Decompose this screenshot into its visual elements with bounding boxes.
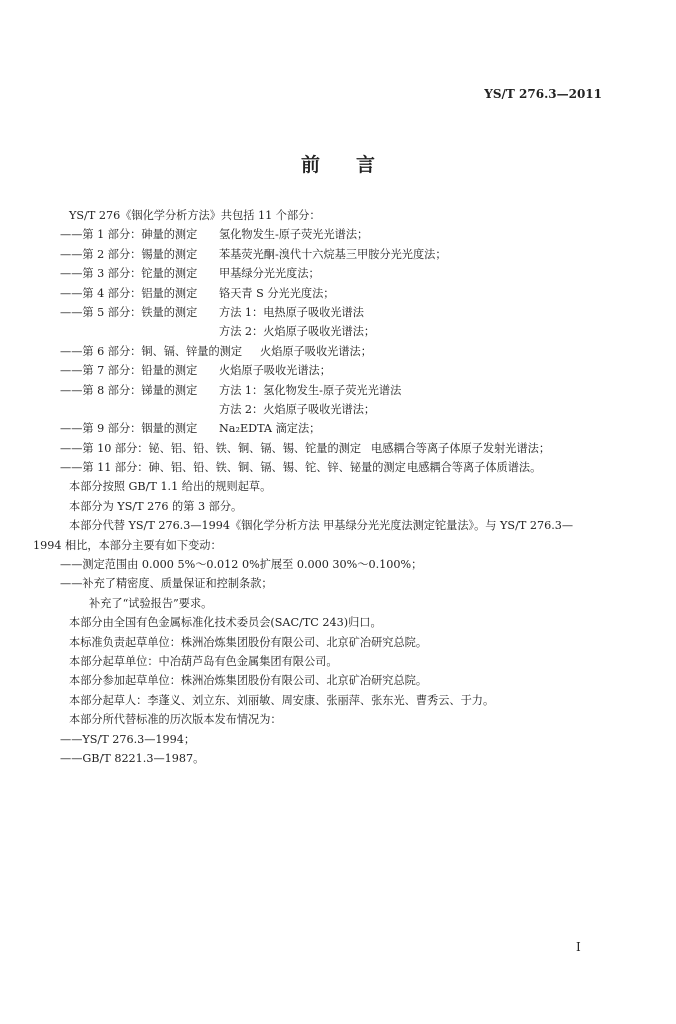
line-text: YS/T 276《铟化学分析方法》共包括 11 个部分： xyxy=(69,209,321,222)
line-method: 方法 1：氢化物发生-原子荧光光谱法 xyxy=(219,383,402,397)
line-method: 氢化物发生-原子荧光光谱法； xyxy=(219,228,369,242)
line-text: 本部分参加起草单位：株洲冶炼集团股份有限公司、北京矿冶研究总院。 xyxy=(69,674,428,688)
text-line xyxy=(33,361,623,380)
line-text: ——补充了精密度、质量保证和控制条款； xyxy=(60,577,273,591)
line-method: 方法 2：火焰原子吸收光谱法； xyxy=(219,325,376,339)
text-line xyxy=(33,652,623,671)
line-text: ——第 7 部分：铅量的测定 xyxy=(60,364,198,378)
text-line xyxy=(33,613,623,632)
text-line xyxy=(33,710,623,729)
text-line xyxy=(33,284,623,303)
foreword-body xyxy=(33,206,623,768)
line-text: 本标准负责起草单位：株洲冶炼集团股份有限公司、北京矿冶研究总院。 xyxy=(69,635,428,649)
text-line xyxy=(33,322,623,341)
text-line xyxy=(33,381,623,400)
text-line xyxy=(33,516,623,535)
line-text: 本部分由全国有色金属标准化技术委员会(SAC/TC 243)归口。 xyxy=(69,616,382,630)
line-text: ——第 8 部分：锑量的测定 xyxy=(60,383,198,397)
line-text: ——测定范围由 0.000 5%～0.012 0%扩展至 0.000 30%～0.100%； xyxy=(60,558,423,572)
line-text: ——YS/T 276.3—1994； xyxy=(60,732,196,746)
text-line xyxy=(33,342,623,361)
line-method: Na₂EDTA 滴定法； xyxy=(219,422,321,436)
line-method: 火焰原子吸收光谱法； xyxy=(219,364,331,378)
text-line xyxy=(33,536,623,555)
line-text: 本部分起草人：李蓬义、刘立东、刘丽敏、周安康、张丽萍、张东光、曹秀云、于力。 xyxy=(69,693,495,707)
line-text: ——第 4 部分：铝量的测定 xyxy=(60,286,198,300)
line-method: 方法 2：火焰原子吸收光谱法； xyxy=(219,402,376,416)
text-line xyxy=(33,497,623,516)
line-text: ——GB/T 8221.3—1987。 xyxy=(60,751,205,765)
text-line xyxy=(33,594,623,613)
line-text: ——第 9 部分：铟量的测定 xyxy=(60,422,198,436)
text-line xyxy=(33,225,623,244)
line-text: ——第 10 部分：铋、铝、铅、铁、铜、镉、锡、铊量的测定 xyxy=(60,441,362,455)
document-code-header: YS/T 276.3—2011 xyxy=(484,87,602,101)
text-line xyxy=(33,749,623,768)
line-method: 苯基荧光酮-溴代十六烷基三甲胺分光光度法； xyxy=(219,247,447,261)
text-line xyxy=(33,477,623,496)
line-text: 本部分按照 GB/T 1.1 给出的规则起草。 xyxy=(69,480,272,494)
section-title-foreword: 前言 xyxy=(300,154,411,176)
line-text: ——第 11 部分：砷、铝、铅、铁、铜、镉、锡、铊、锌、铋量的测定 xyxy=(60,461,406,475)
line-method: 电感耦合等离子体原子发射光谱法； xyxy=(371,441,551,455)
text-line xyxy=(33,245,623,264)
text-line xyxy=(33,574,623,593)
line-text: 本部分代替 YS/T 276.3—1994《铟化学分析方法 甲基绿分光光度法测定铊量法》。与 YS/T 276.3— xyxy=(69,519,574,533)
text-line xyxy=(33,303,623,322)
line-method: 火焰原子吸收光谱法； xyxy=(260,344,372,358)
text-line xyxy=(33,439,623,458)
text-line xyxy=(33,671,623,690)
line-text: 补充了“试验报告”要求。 xyxy=(89,596,213,610)
text-line xyxy=(33,264,623,283)
line-text: ——第 2 部分：锡量的测定 xyxy=(60,247,198,261)
text-line xyxy=(33,458,623,477)
page-number: I xyxy=(576,940,581,954)
line-text: 本部分所代替标准的历次版本发布情况为： xyxy=(69,713,282,727)
line-text: 本部分起草单位：中冶葫芦岛有色金属集团有限公司。 xyxy=(69,654,338,668)
line-method: 铬天青 S 分光光度法； xyxy=(219,286,335,300)
text-line xyxy=(33,730,623,749)
line-text: ——第 3 部分：铊量的测定 xyxy=(60,267,198,281)
line-text: ——第 5 部分：铁量的测定 xyxy=(60,305,198,319)
line-text: 本部分为 YS/T 276 的第 3 部分。 xyxy=(69,499,243,513)
line-text: 1994 相比，本部分主要有如下变动： xyxy=(33,538,222,552)
text-line xyxy=(33,691,623,710)
line-method: 电感耦合等离子体质谱法。 xyxy=(407,461,542,475)
line-text: ——第 6 部分：铜、镉、锌量的测定 xyxy=(60,344,243,358)
text-line xyxy=(33,633,623,652)
line-method: 方法 1：电热原子吸收光谱法 xyxy=(219,305,364,319)
text-line xyxy=(33,419,623,438)
text-line xyxy=(33,206,623,225)
line-method: 甲基绿分光光度法； xyxy=(219,267,320,281)
line-text: ——第 1 部分：砷量的测定 xyxy=(60,228,198,242)
text-line xyxy=(33,400,623,419)
text-line xyxy=(33,555,623,574)
